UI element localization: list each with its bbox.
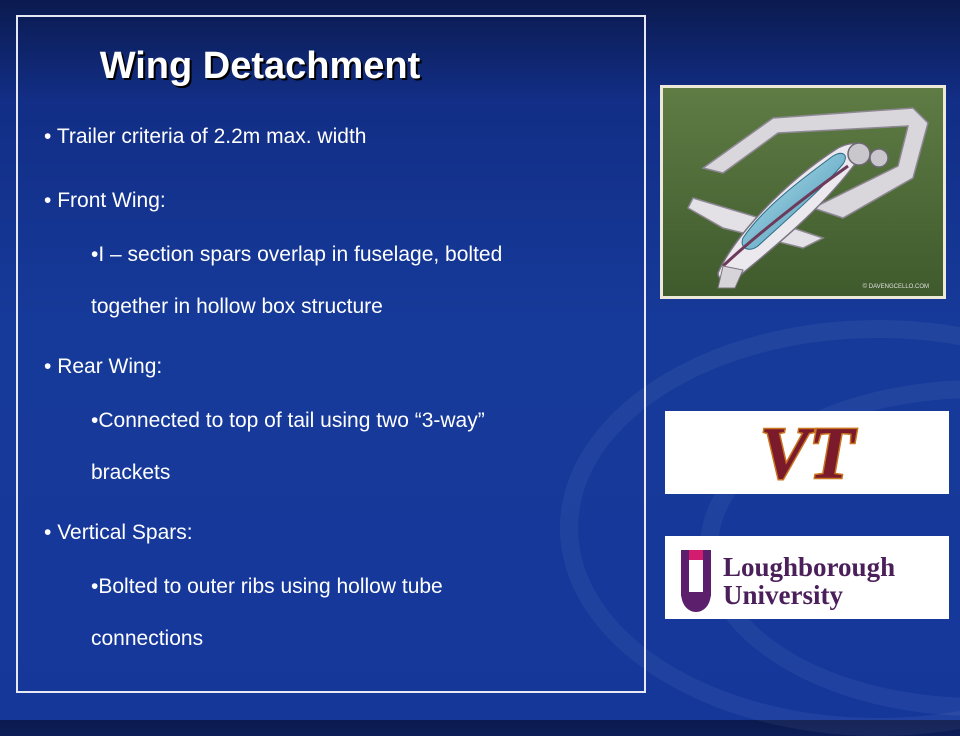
bullet-dot: • <box>91 575 99 598</box>
bullet-text: together in hollow box structure <box>91 295 383 318</box>
sub-bullet-connected <box>91 409 485 433</box>
bullet-front-wing <box>44 189 166 213</box>
bullet-text: Rear Wing: <box>51 355 163 378</box>
bullet-text: Vertical Spars: <box>51 521 193 544</box>
image-credit: © DAVENGCELLO.COM <box>862 284 929 290</box>
bullet-rear-wing <box>44 355 162 379</box>
bullet-text: Bolted to outer ribs using hollow tube <box>98 575 443 598</box>
bullet-dot: • <box>44 189 52 212</box>
aircraft-render-image <box>660 85 946 299</box>
bullet-text: Connected to top of tail using two “3-way” <box>98 409 485 432</box>
lu-logo-line2: University <box>723 580 843 610</box>
bullet-dot: • <box>91 243 99 266</box>
bullet-text: connections <box>91 627 204 650</box>
slide-title: Wing Detachment <box>99 45 421 87</box>
bullet-dot: • <box>44 125 52 148</box>
sub-bullet-continuation <box>91 295 383 319</box>
bullet-text: Trailer criteria of 2.2m max. width <box>51 125 367 148</box>
sub-bullet-bolted <box>91 575 443 599</box>
vt-logo-mark <box>665 411 949 494</box>
content-panel <box>16 15 646 693</box>
bullet-text: Front Wing: <box>51 189 166 212</box>
bullet-trailer-criteria <box>44 125 366 149</box>
loughborough-university-logo <box>665 536 949 619</box>
bullet-dot: • <box>44 521 52 544</box>
sub-bullet-continuation <box>91 461 170 485</box>
vt-logo-text: VT <box>759 413 855 494</box>
sub-bullet-i-section <box>91 243 502 267</box>
sub-bullet-continuation <box>91 627 203 651</box>
virginia-tech-logo <box>665 411 949 494</box>
aircraft-illustration <box>663 88 943 296</box>
bullet-vertical-spars <box>44 521 193 545</box>
bullet-text: brackets <box>91 461 171 484</box>
lu-logo-mark <box>665 536 949 619</box>
bullet-text: I – section spars overlap in fuselage, bolted <box>98 243 503 266</box>
lu-logo-line1: Loughborough <box>723 552 896 582</box>
bullet-dot: • <box>91 409 99 432</box>
bullet-dot: • <box>44 355 52 378</box>
